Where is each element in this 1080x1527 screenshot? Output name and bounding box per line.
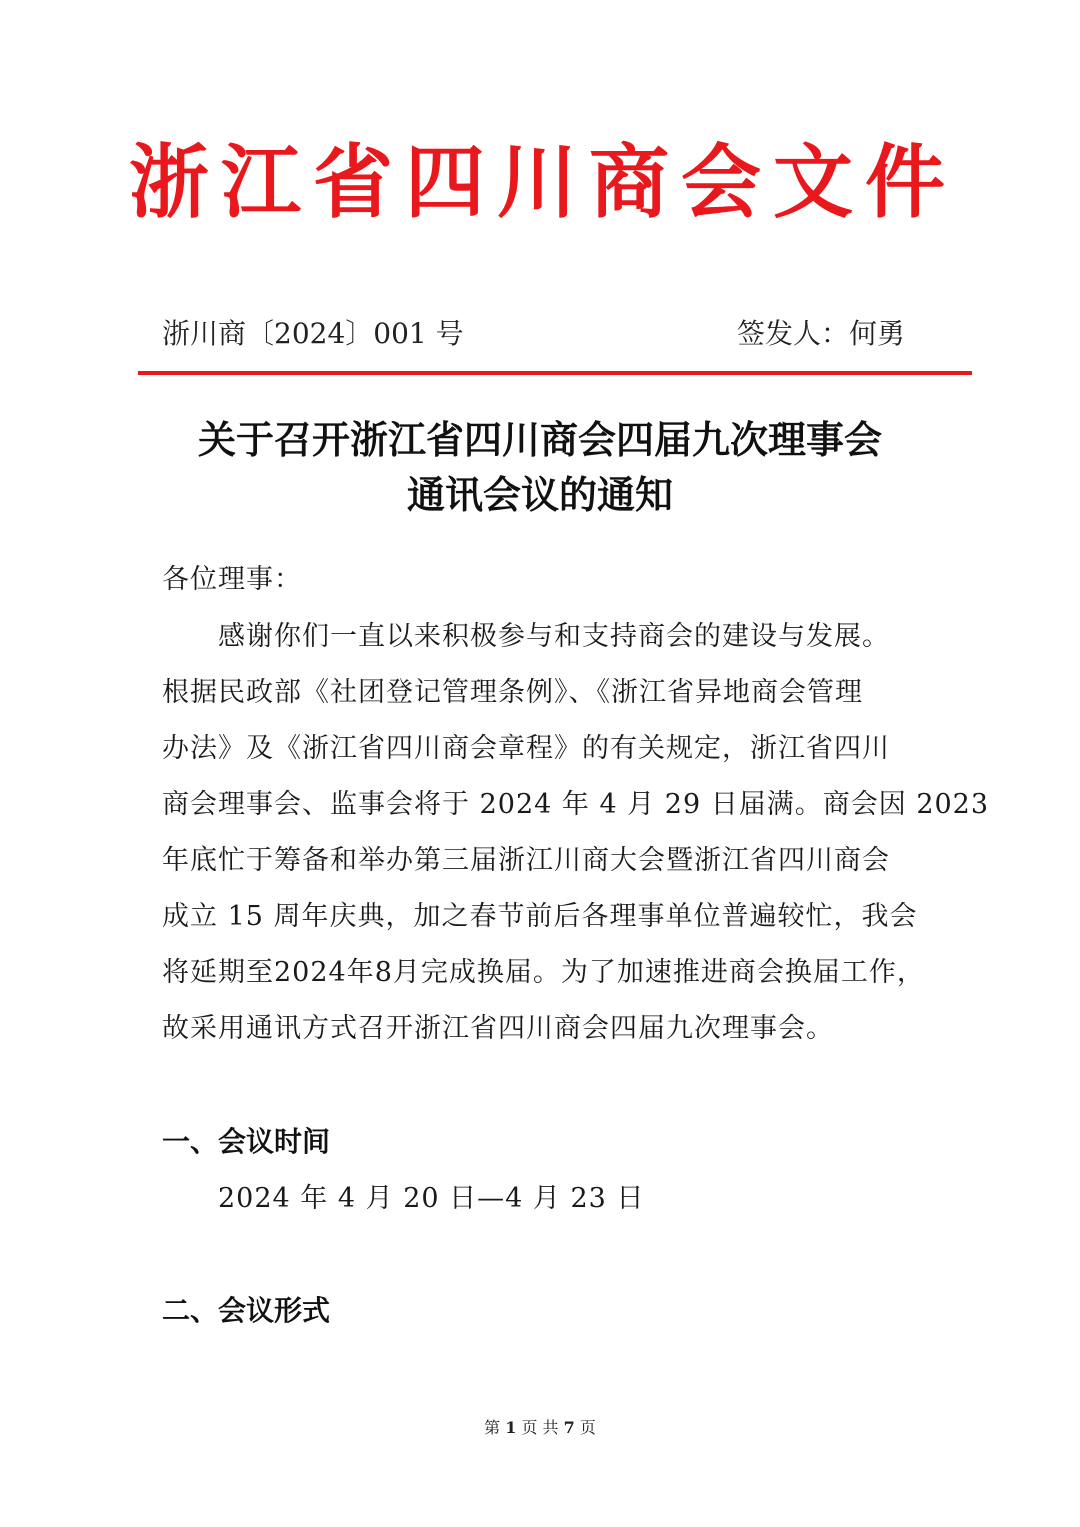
section-heading-meeting-time: 一、会议时间 (162, 1125, 331, 1158)
document-signer: 签发人：何勇 (736, 317, 905, 350)
body-line-3: 办法》及《浙江省四川商会章程》的有关规定，浙江省四川 (162, 733, 890, 764)
page-footer (0, 1416, 1080, 1440)
body-line-1: 感谢你们一直以来积极参与和支持商会的建设与发展。 (162, 621, 890, 652)
document-number: 浙川商〔2024〕001 号 (162, 317, 464, 350)
salutation: 各位理事： (162, 564, 302, 595)
section-heading-meeting-format: 二、会议形式 (162, 1294, 331, 1327)
footer-middle: 页 共 (521, 1418, 559, 1437)
body-line-8: 故采用通讯方式召开浙江省四川商会四届九次理事会。 (162, 1013, 834, 1044)
section-content-meeting-time: 2024 年 4 月 20 日—4 月 23 日 (218, 1183, 645, 1214)
footer-page-number: 1 (505, 1418, 517, 1437)
footer-suffix: 页 (579, 1418, 596, 1437)
body-line-5: 年底忙于筹备和举办第三届浙江川商大会暨浙江省四川商会 (162, 845, 890, 876)
red-separator-line (138, 371, 972, 375)
body-line-2: 根据民政部《社团登记管理条例》、《浙江省异地商会管理 (162, 677, 863, 708)
notice-title-line-2: 通讯会议的通知 (406, 473, 673, 517)
document-masthead: 浙江省四川商会文件 (129, 136, 957, 229)
body-line-6: 成立 15 周年庆典，加之春节前后各理事单位普遍较忙，我会 (162, 901, 918, 932)
footer-total-pages: 7 (563, 1418, 575, 1437)
body-line-4: 商会理事会、监事会将于 2024 年 4 月 29 日届满。商会因 2023 (162, 789, 990, 820)
footer-prefix: 第 (484, 1418, 501, 1437)
notice-title-line-1: 关于召开浙江省四川商会四届九次理事会 (197, 418, 882, 462)
body-line-7: 将延期至2024年8月完成换届。为了加速推进商会换届工作， (162, 957, 925, 988)
